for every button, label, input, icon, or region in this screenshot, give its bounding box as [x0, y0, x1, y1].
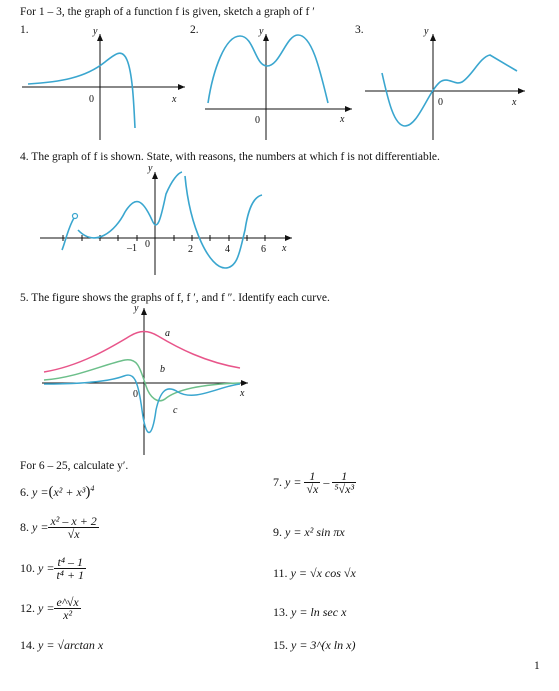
q5-y-label: y: [134, 303, 139, 314]
q5-x-label: x: [240, 388, 245, 399]
q4-tick-4: 4: [225, 244, 230, 255]
problem-11-number: 11.: [273, 566, 288, 580]
problem-10-numerator: t⁴ – 1: [54, 556, 86, 569]
q5-curve-b: [44, 360, 240, 401]
problem-7-minus: –: [323, 474, 330, 489]
graph-2-number: 2.: [190, 24, 199, 36]
q5-y-arrow: [141, 308, 147, 315]
problem-11-expr: y = √x cos √x: [290, 566, 356, 580]
problem-7-number: 7.: [273, 474, 282, 489]
problem-14: [20, 638, 103, 653]
q5-label-a: a: [165, 328, 170, 339]
problem-6-exp: 4: [90, 484, 95, 493]
q5-label-b: b: [160, 364, 165, 375]
graph-2-y-label: y: [259, 26, 264, 37]
problem-10-lhs: y =: [38, 560, 55, 575]
problem-13-expr: y = ln sec x: [291, 605, 347, 619]
q4-tick-2: 2: [188, 244, 193, 255]
graph-3-origin: 0: [438, 97, 443, 108]
q4-x-label: x: [282, 243, 287, 254]
problem-10-denominator: t⁴ + 1: [56, 568, 85, 582]
graph-2-origin: 0: [255, 115, 260, 126]
graph-1-y-label: y: [93, 26, 98, 37]
problem-11: [273, 566, 356, 581]
problem-8-number: 8.: [20, 519, 29, 534]
problem-14-number: 14.: [20, 638, 35, 652]
problem-6-lhs: y =: [32, 485, 49, 499]
problem-12-denominator: x²: [63, 608, 73, 622]
problem-15-expr: y = 3^(x ln x): [291, 638, 356, 652]
q5-text: 5. The figure shows the graphs of f, f ′, and f ″. Identify each curve.: [20, 292, 330, 304]
problem-13-number: 13.: [273, 605, 288, 619]
page-number: 1: [534, 660, 540, 672]
q5-curve-c: [44, 375, 240, 432]
problem-7-den1: √x: [306, 482, 319, 496]
problem-8-numerator: x² – x + 2: [50, 514, 97, 528]
problem-10-number: 10.: [20, 560, 35, 575]
q4-text: 4. The graph of f is shown. State, with reasons, the numbers at which f is not differentiable.: [20, 151, 440, 163]
problem-15-number: 15.: [273, 638, 288, 652]
problem-6-number: 6.: [20, 485, 29, 499]
graph-2-x-label: x: [340, 114, 345, 125]
q5-label-c: c: [173, 405, 178, 416]
q5-curve-a: [44, 332, 240, 373]
graph-1-origin: 0: [89, 94, 94, 105]
problem-12-lhs: y =: [38, 600, 55, 615]
problem-10: [20, 556, 86, 582]
graph-1-number: 1.: [20, 24, 29, 36]
graph-3-x-label: x: [512, 97, 517, 108]
q4-y-label: y: [148, 163, 153, 174]
problem-7-lhs: y =: [285, 474, 302, 489]
q4-tick-neg1: –1: [127, 243, 137, 254]
problem-9-expr: y = x² sin πx: [285, 525, 345, 539]
q5-origin: 0: [133, 389, 138, 400]
problem-7: [273, 470, 356, 496]
problem-12-number: 12.: [20, 600, 35, 615]
problem-12: [20, 596, 81, 622]
problem-8-lhs: y =: [32, 519, 49, 534]
problem-14-expr: y = √arctan x: [38, 638, 104, 652]
problem-8-denominator: √x: [67, 527, 80, 541]
problem-7-den2: ⁵√x³: [334, 482, 355, 496]
problem-9: [273, 525, 345, 540]
intro-text: For 6 – 25, calculate y′.: [20, 460, 129, 472]
q5-x-arrow: [241, 380, 248, 386]
problem-12-numerator: e^√x: [56, 595, 79, 609]
problem-6: 6. $y =(x^2 + x^3)^4$: [20, 484, 95, 500]
problem-15: [273, 638, 355, 653]
problem-6-base: x² + x³: [53, 485, 86, 499]
graph-3-y-label: y: [424, 26, 429, 37]
header-text: For 1 – 3, the graph of a function f is given, sketch a graph of f ′: [20, 6, 315, 18]
graph-3-number: 3.: [355, 24, 364, 36]
problem-9-number: 9.: [273, 525, 282, 539]
q4-tick-0: 0: [145, 239, 150, 250]
q4-tick-6: 6: [261, 244, 266, 255]
problem-7-num1: 1: [304, 470, 320, 483]
graph-1-x-label: x: [172, 94, 177, 105]
problem-8: [20, 515, 99, 541]
problem-13: [273, 605, 346, 620]
problem-7-num2: 1: [332, 470, 356, 483]
